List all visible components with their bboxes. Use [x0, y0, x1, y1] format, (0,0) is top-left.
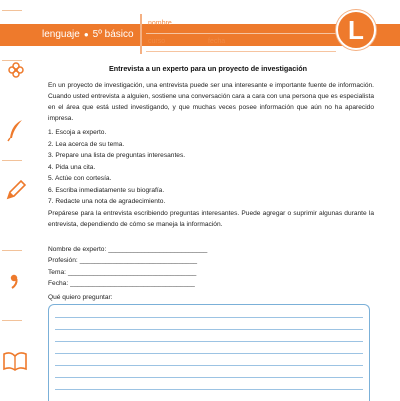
name-field-label: nombre: [148, 20, 172, 27]
topic-row[interactable]: [48, 264, 348, 276]
questions-label: Qué quiero preguntar:: [48, 294, 113, 301]
profession-blank[interactable]: ________________________________: [79, 257, 198, 265]
student-info-form: [140, 14, 342, 54]
writing-line: [55, 317, 363, 318]
step-item: 5. Actúe con cortesía.: [48, 175, 112, 182]
subject-label: lenguaje: [42, 29, 80, 40]
breadcrumb-separator-icon: ●: [83, 30, 89, 39]
step-item: 2. Lea acerca de su tema.: [48, 140, 125, 148]
name-field-line[interactable]: [146, 33, 336, 34]
grade-label: 5º básico: [92, 29, 134, 40]
instructions-paragraph: Prepárese para la entrevista escribiendo preguntas interesantes. Puede agregar o suprimir algunas durante la entrevista, dependiendo de cómo se maneja la información.: [48, 210, 374, 228]
writing-line: [55, 365, 363, 366]
step-item: 6. Escriba inmediatamente su biografía.: [48, 186, 165, 194]
expert-name-row[interactable]: [48, 241, 348, 253]
course-field-label: curso: [148, 38, 166, 45]
date-blank[interactable]: __________________________________: [70, 280, 195, 288]
quill-icon: [4, 118, 28, 142]
decorative-sidebar: [0, 0, 28, 400]
intro-paragraph: En un proyecto de investigación, una entrevista puede ser una interesante e importante fuente de información. Cuando usted entrevista a alguien, sostiene una conversación cara a cara con una persona que es especialista en el área que está usted investigando, y que muchas veces posee información que aún no ha aparecido impresa.: [48, 82, 374, 122]
step-item: 4. Pida una cita.: [48, 163, 96, 171]
questions-writing-area[interactable]: [48, 304, 370, 401]
sidebar-dash: [2, 320, 22, 321]
flower-icon: [4, 58, 28, 82]
topic-label: Tema:: [48, 268, 66, 276]
expert-name-label: Nombre de experto:: [48, 245, 107, 253]
step-item: 3. Prepare una lista de preguntas interesantes.: [48, 152, 186, 159]
subject-badge: L: [336, 10, 376, 50]
writing-line: [55, 341, 363, 342]
course-date-field-line[interactable]: [146, 51, 336, 52]
sidebar-dash: [2, 250, 22, 251]
writing-line: [55, 377, 363, 378]
pencil-icon: [4, 178, 28, 202]
step-item: 1. Escoja a experto.: [48, 129, 107, 136]
date-field-label: fecha: [208, 38, 226, 45]
date-row[interactable]: [48, 276, 348, 288]
writing-line: [55, 389, 363, 390]
step-item: 7. Redacte una nota de agradecimiento.: [48, 198, 166, 205]
expert-name-blank[interactable]: ___________________________: [108, 245, 208, 253]
date-label: Fecha:: [48, 280, 69, 288]
breadcrumb: [42, 29, 134, 40]
document-title: Entrevista a un experto para un proyecto de investigación: [108, 64, 308, 73]
topic-blank[interactable]: ___________________________________: [67, 268, 197, 276]
profession-row[interactable]: [48, 253, 348, 265]
writing-line: [55, 353, 363, 354]
sidebar-dash: [2, 160, 22, 161]
profession-label: Profesión:: [48, 257, 78, 265]
sidebar-dash: [2, 10, 22, 11]
comma-icon: [4, 268, 28, 292]
expert-info-form: [48, 241, 348, 287]
steps-list: [48, 127, 348, 208]
book-icon: [2, 350, 28, 372]
writing-line: [55, 329, 363, 330]
